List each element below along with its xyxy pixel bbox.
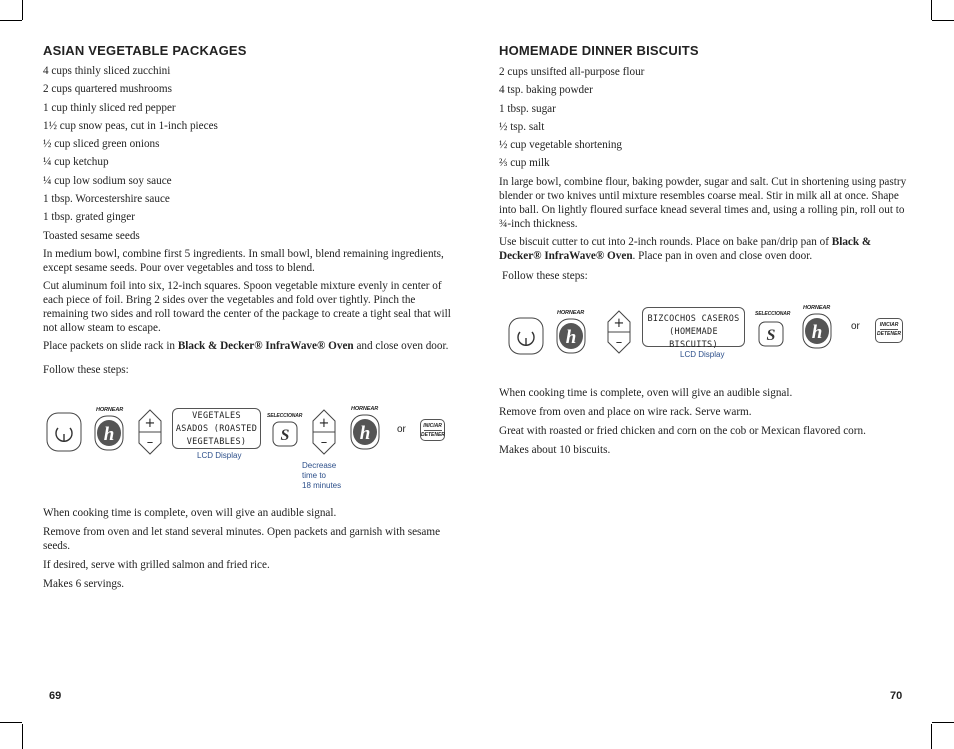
ingredient: 2 cups quartered mushrooms	[43, 83, 172, 96]
closing-line: When cooking time is complete, oven will give an audible signal.	[43, 507, 337, 519]
follow-steps-label: Follow these steps:	[43, 363, 129, 376]
closing-line: Makes about 10 biscuits.	[499, 444, 611, 456]
instruction-paragraph: In large bowl, combine flour, baking powder, sugar and salt. Cut in shortening using pastry blender or two knives until mixture resembles coarse meal. Stir in milk all at once. Shape into ball. On lightly floured surface knead several times and, using a rolling pin, roll out to ¾-inch thickness.	[499, 175, 907, 230]
power-dial-icon	[46, 412, 82, 452]
lcd-line: BIZCOCHOS CASEROS	[647, 314, 740, 324]
instruction-paragraph: Cut aluminum foil into six, 12-inch squares. Spoon vegetable mixture evenly in center of each piece of foil. Bring 2 sides over the vegetables and fold over tightly. Pinch the remaining two sides and roll toward the center of the package to create a tight seal that will not allow steam to escape.	[43, 279, 451, 334]
stop-label: DETENER	[877, 331, 901, 337]
closing-line: Great with roasted or fried chicken and corn on the cob or Mexican flavored corn.	[499, 425, 866, 437]
bake-button-icon	[802, 313, 832, 349]
crop-mark	[931, 0, 932, 20]
ingredient: ½ cup vegetable shortening	[499, 139, 623, 152]
svg-text:h: h	[811, 322, 823, 343]
ingredient-list	[43, 64, 455, 243]
plus-minus-control-icon	[312, 409, 336, 455]
lcd-line: VEGETABLES)	[186, 437, 247, 447]
start-stop-button	[875, 318, 903, 343]
svg-text:S: S	[766, 327, 776, 344]
crop-mark	[22, 0, 23, 20]
crop-mark	[932, 20, 954, 21]
lcd-caption: LCD Display	[680, 350, 725, 359]
closing-line: If desired, serve with grilled salmon and fried rice.	[43, 559, 270, 571]
page-number: 70	[890, 690, 903, 702]
select-button-label: SELECCIONAR	[755, 311, 791, 317]
ingredient: Toasted sesame seeds	[43, 229, 140, 242]
recipe-title: HOMEMADE DINNER BISCUITS	[499, 43, 699, 58]
svg-text:h: h	[103, 424, 115, 445]
ingredient: ½ tsp. salt	[499, 120, 545, 133]
closing-line: Remove from oven and let stand several minutes. Open packets and garnish with sesame seeds.	[43, 526, 441, 552]
power-dial-icon	[508, 317, 544, 355]
crop-mark	[0, 722, 22, 723]
svg-text:+: +	[318, 416, 330, 431]
ingredient: ¼ cup ketchup	[43, 156, 109, 169]
ingredient: 2 cups unsifted all-purpose flour	[499, 66, 645, 78]
select-button-icon	[272, 421, 298, 447]
right-page-closing	[499, 386, 911, 462]
instruction-paragraph: In medium bowl, combine first 5 ingredients. In small bowl, blend remaining ingredients, except sesame seeds. Pour over vegetables and toss to blend.	[43, 247, 444, 274]
closing-line: When cooking time is complete, oven will give an audible signal.	[499, 387, 793, 399]
closing-line: Makes 6 servings.	[43, 578, 125, 590]
bake-button-label: HORNEAR	[96, 407, 124, 413]
crop-mark	[22, 724, 23, 749]
start-label: INICIAR	[423, 423, 442, 429]
closing-line: Remove from oven and place on wire rack. Serve warm.	[499, 406, 752, 418]
bake-button-label: HORNEAR	[557, 310, 585, 316]
svg-text:h: h	[359, 423, 371, 444]
svg-text:S: S	[280, 427, 290, 444]
lcd-line: (HOMEMADE BISCUITS)	[669, 327, 718, 350]
or-text: or	[851, 321, 860, 332]
oven-brand: Black & Decker® InfraWave® Oven	[177, 339, 354, 352]
ingredient: ⅔ cup milk	[499, 157, 550, 170]
svg-text:+: +	[613, 316, 625, 331]
ingredient: 1 tbsp. sugar	[499, 102, 556, 115]
svg-text:h: h	[565, 327, 577, 348]
svg-text:–: –	[615, 335, 623, 350]
instruction-paragraph: Use biscuit cutter to cut into 2-inch rounds. Place on bake pan/drip pan of Black & Decker® InfraWave® Oven. Place pan in oven and close oven door.	[499, 235, 872, 262]
plus-minus-control-icon	[138, 409, 162, 455]
left-page	[43, 44, 455, 381]
right-page	[499, 44, 911, 287]
start-label: INICIAR	[879, 322, 899, 328]
or-text: or	[397, 424, 406, 435]
stop-label: DETENER	[421, 432, 445, 438]
bake-button-label: HORNEAR	[803, 305, 831, 311]
ingredient: 1 cup thinly sliced red pepper	[43, 101, 176, 114]
ingredient: 4 tsp. baking powder	[499, 84, 593, 97]
svg-text:+: +	[144, 416, 156, 431]
start-stop-button	[420, 419, 445, 441]
svg-text:–: –	[320, 435, 328, 450]
ingredient: ¼ cup low sodium soy sauce	[43, 174, 172, 187]
bake-button-icon	[350, 414, 380, 450]
lcd-display	[172, 408, 261, 449]
select-button-icon	[758, 321, 784, 347]
lcd-line: ASADOS (ROASTED	[175, 424, 258, 434]
crop-mark	[931, 724, 932, 749]
lcd-display	[642, 307, 745, 350]
ingredient: 4 cups thinly sliced zucchini	[43, 65, 171, 77]
crop-mark	[0, 20, 22, 21]
page-number: 69	[49, 690, 62, 702]
left-page-closing	[43, 506, 455, 596]
control-panel-right	[499, 300, 911, 370]
bake-button-label: HORNEAR	[351, 406, 379, 412]
ingredient: ½ cup sliced green onions	[43, 138, 160, 151]
instruction-paragraph: Place packets on slide rack in Black & Decker® InfraWave® Oven and close oven door.	[43, 339, 449, 352]
lcd-line: VEGETALES	[192, 411, 241, 421]
control-panel-left	[43, 400, 455, 495]
ingredient: 1 tbsp. Worcestershire sauce	[43, 193, 170, 206]
ingredient: 1½ cup snow peas, cut in 1-inch pieces	[43, 119, 218, 132]
lcd-caption: LCD Display	[197, 451, 242, 460]
svg-text:–: –	[146, 435, 154, 450]
plus-minus-control-icon	[607, 310, 631, 354]
bake-button-icon	[94, 415, 124, 451]
bake-button-icon	[556, 318, 586, 354]
crop-mark	[932, 722, 954, 723]
ingredient: 1 tbsp. grated ginger	[43, 211, 135, 224]
ingredient-list	[499, 65, 911, 170]
oven-brand: Black & Decker® InfraWave® Oven	[499, 235, 872, 262]
follow-steps-label: Follow these steps:	[502, 269, 588, 282]
decrease-time-note: Decrease time to 18 minutes	[302, 461, 342, 490]
recipe-title: ASIAN VEGETABLE PACKAGES	[43, 43, 247, 58]
select-button-label: SELECCIONAR	[267, 413, 303, 419]
